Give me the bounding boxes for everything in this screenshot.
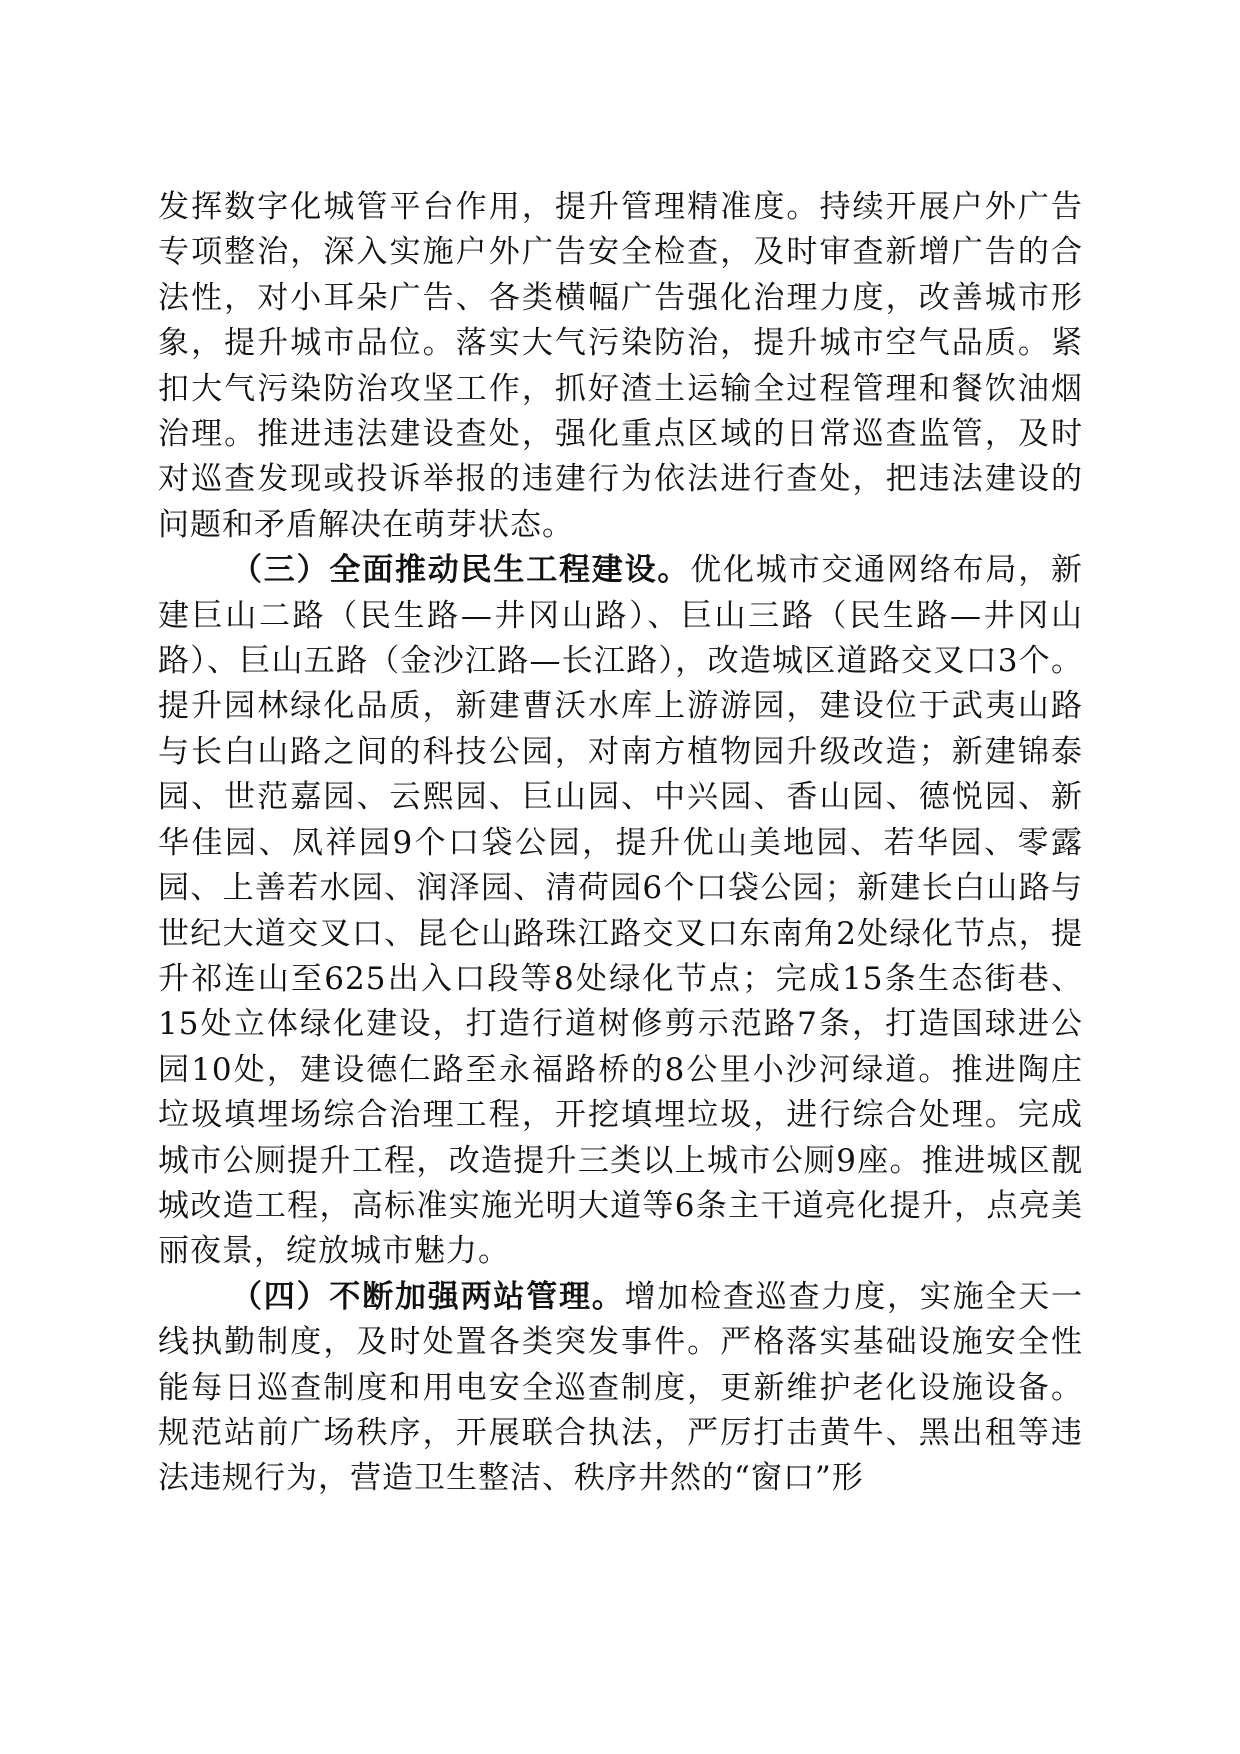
paragraph-section-three bbox=[158, 548, 1083, 1275]
section-heading: （三）全面推动民生工程建设。 bbox=[231, 552, 691, 589]
section-heading: （四）不断加强两站管理。 bbox=[231, 1278, 625, 1315]
paragraph-section-four bbox=[158, 1275, 1083, 1502]
document-body bbox=[158, 185, 1083, 1502]
paragraph-text: 优化城市交通网络布局，新建巨山二路（民生路—井冈山路）、巨山三路（民生路—井冈山路）、巨山五路（金沙江路—长江路），改造城区道路交叉口3个。提升园林绿化品质，新建曹沃水库上游游园，建设位于武夷山路与长白山路之间的科技公园，对南方植物园升级改造；新建锦泰园、世范嘉园、云熙园、巨山园、中兴园、香山园、德悦园、新华佳园、凤祥园9个口袋公园，提升优山美地园、若华园、零露园、上善若水园、润泽园、清荷园6个口袋公园；新建长白山路与世纪大道交叉口、昆仑山路珠江路交叉口东南角2处绿化节点，提升祁连山至625出入口段等8处绿化节点；完成15条生态街巷、15处立体绿化建设，打造行道树修剪示范路7条，打造国球进公园10处，建设德仁路至永福路桥的8公里小沙河绿道。推进陶庄垃圾填埋场综合治理工程，开挖填埋垃圾，进行综合处理。完成城市公厕提升工程，改造提升三类以上城市公厕9座。推进城区靓城改造工程，高标准实施光明大道等6条主干道亮化提升，点亮美丽夜景，绽放城市魅力。 bbox=[158, 552, 1084, 1270]
paragraph-text: 增加检查巡查力度，实施全天一线执勤制度，及时处置各类突发事件。严格落实基础设施安全性能每日巡查制度和用电安全巡查制度，更新维护老化设施设备。规范站前广场秩序，开展联合执法，严厉打击黄牛、黑出租等违法违规行为，营造卫生整洁、秩序井然的“窗口”形 bbox=[158, 1278, 1084, 1497]
paragraph-continuation bbox=[158, 185, 1083, 548]
paragraph-text: 发挥数字化城管平台作用，提升管理精准度。持续开展户外广告专项整治，深入实施户外广告安全检查，及时审查新增广告的合法性，对小耳朵广告、各类横幅广告强化治理力度，改善城市形象，提升城市品位。落实大气污染防治，提升城市空气品质。紧扣大气污染防治攻坚工作，抓好渣土运输全过程管理和餐饮油烟治理。推进违法建设查处，强化重点区域的日常巡查监管，及时对巡查发现或投诉举报的违建行为依法进行查处，把违法建设的问题和矛盾解决在萌芽状态。 bbox=[158, 189, 1083, 543]
